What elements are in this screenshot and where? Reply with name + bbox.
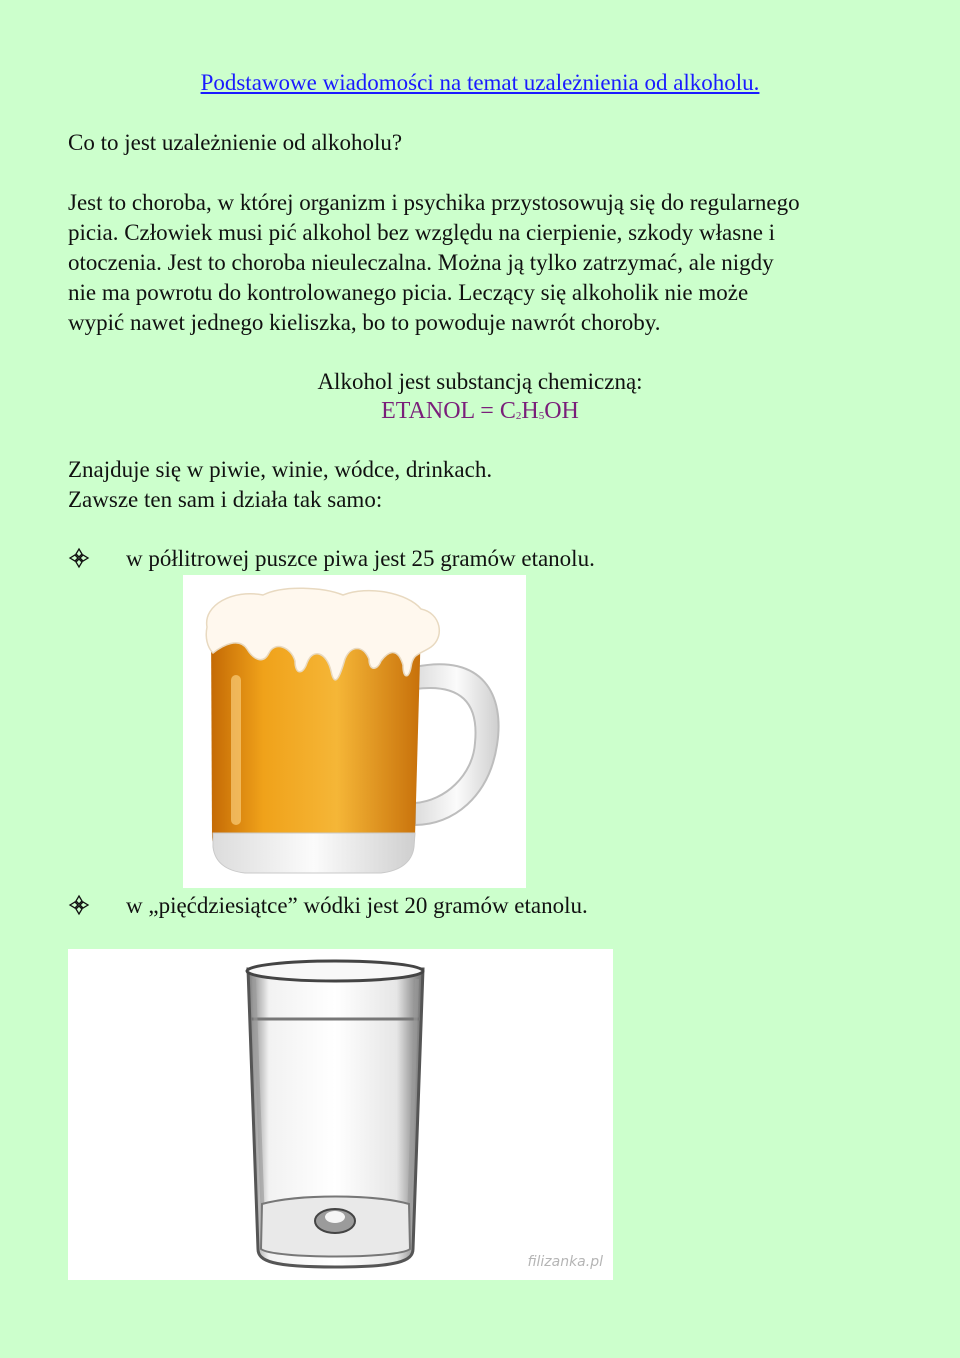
formula-subscript: 2 <box>515 410 522 422</box>
beer-mug-image <box>183 575 526 888</box>
beer-mug-icon <box>183 575 526 888</box>
always-same-text: Zawsze ten sam i działa tak samo: <box>68 487 383 512</box>
paragraph-line: Jest to choroba, w której organizm i psychika przystosowują się do regularnego <box>68 190 800 215</box>
paragraph-line: wypić nawet jednego kieliszka, bo to powoduje nawrót choroby. <box>68 310 661 335</box>
bullet-text: w „pięćdziesiątce” wódki jest 20 gramów etanolu. <box>126 893 588 918</box>
document-title[interactable]: Podstawowe wiadomości na temat uzależnienia od alkoholu. <box>200 70 760 95</box>
bullet-text: w półlitrowej puszce piwa jest 25 gramów etanolu. <box>126 546 595 571</box>
formula-part: OH <box>544 398 579 424</box>
formula-part: H <box>521 398 539 424</box>
chemical-intro: Alkohol jest substancją chemiczną: <box>317 369 643 394</box>
shot-glass-image <box>68 949 613 1280</box>
formula-subscript: 5 <box>538 410 545 422</box>
watermark-text: filizanka.pl <box>527 1254 603 1270</box>
found-in-text: Znajduje się w piwie, winie, wódce, drinkach. <box>68 457 493 482</box>
section-question: Co to jest uzależnienie od alkoholu? <box>68 130 403 155</box>
shot-glass-icon <box>68 949 613 1280</box>
paragraph-line: picia. Człowiek musi pić alkohol bez względu na cierpienie, szkody własne i <box>68 220 776 245</box>
bullet-item-beer <box>68 544 595 574</box>
formula-part: ETANOL = C <box>381 398 516 424</box>
definition-paragraph <box>68 188 898 338</box>
diamond-bullet-icon <box>68 547 90 569</box>
paragraph-line: nie ma powrotu do kontrolowanego picia. Leczący się alkoholik nie może <box>68 280 749 305</box>
bullet-item-vodka <box>68 891 588 921</box>
ethanol-formula <box>0 396 960 431</box>
paragraph-line: otoczenia. Jest to choroba nieuleczalna. Można ją tylko zatrzymać, ale nigdy <box>68 250 774 275</box>
diamond-bullet-icon <box>68 894 90 916</box>
